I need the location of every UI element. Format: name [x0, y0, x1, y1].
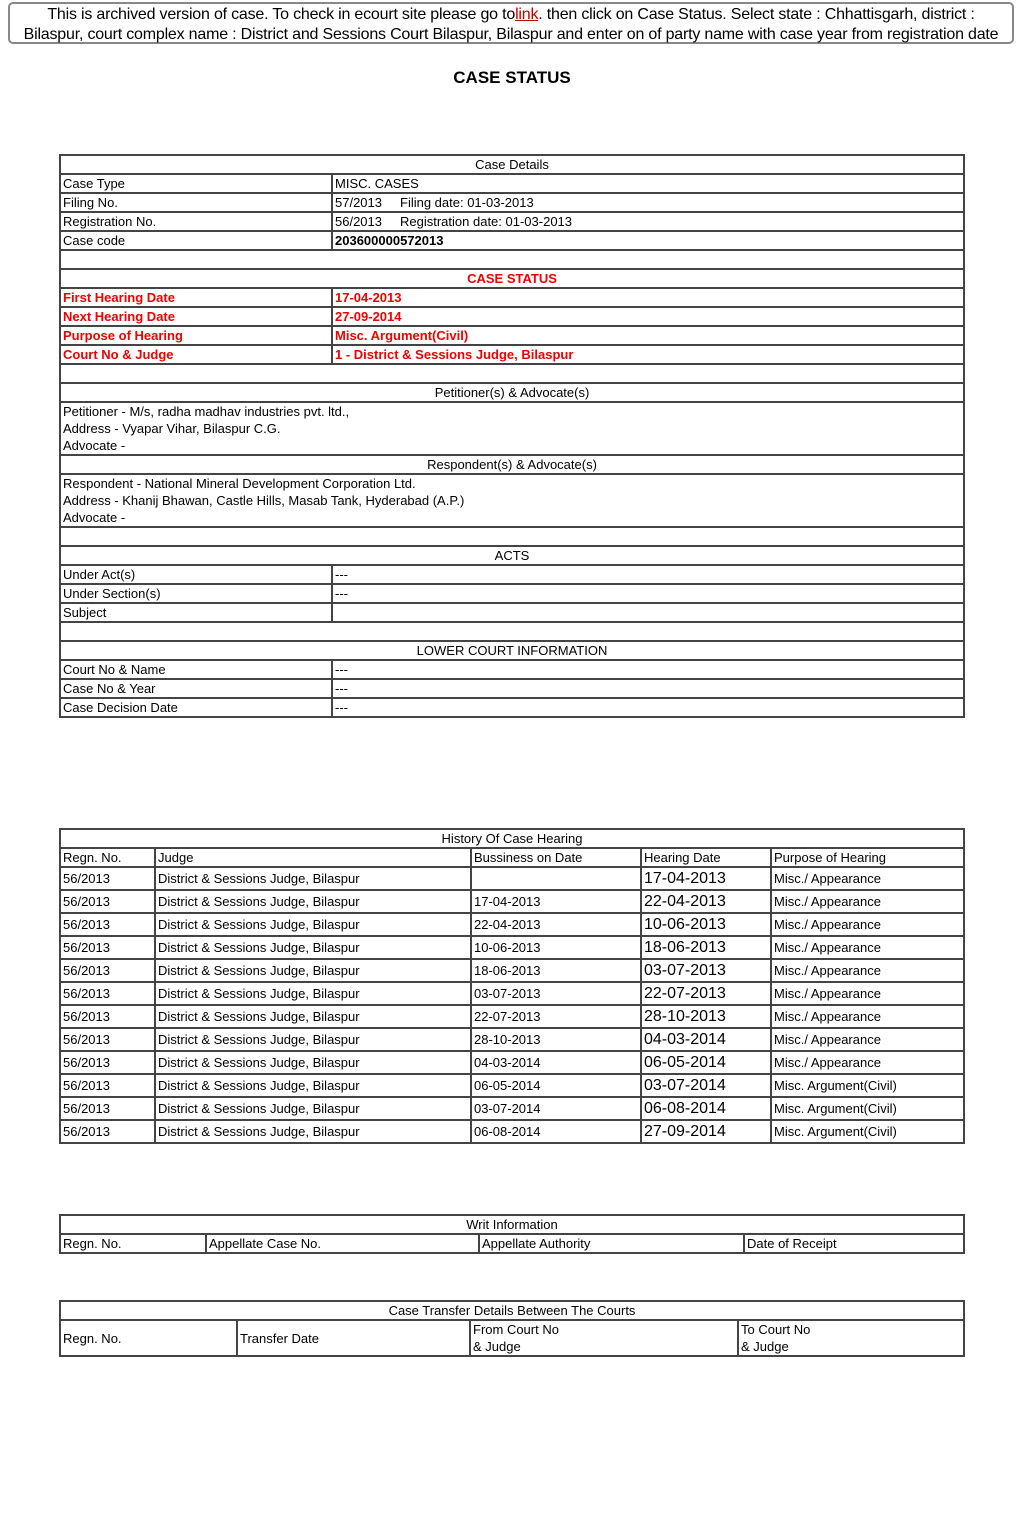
table-row — [60, 1074, 964, 1097]
transfer-col-regn-no: Regn. No. — [60, 1320, 237, 1356]
history-cell-judge: District & Sessions Judge, Bilaspur — [155, 1005, 471, 1028]
notice-text: This is archived version of case. To check in ecourt site please go to — [47, 6, 516, 23]
history-cell-hearing-date: 10-06-2013 — [641, 913, 771, 936]
hearing-history-table — [59, 828, 965, 1144]
table-row — [60, 584, 964, 603]
writ-col-appellate-authority: Appellate Authority — [479, 1234, 744, 1253]
filing-no-value: 57/2013 — [335, 195, 382, 210]
history-cell-hearing-date: 22-07-2013 — [641, 982, 771, 1005]
history-cell-purpose: Misc./ Appearance — [771, 936, 964, 959]
history-cell-judge: District & Sessions Judge, Bilaspur — [155, 1097, 471, 1120]
history-cell-purpose: Misc./ Appearance — [771, 1005, 964, 1028]
table-row — [60, 212, 964, 231]
table-row — [60, 1097, 964, 1120]
writ-info-table — [59, 1214, 965, 1254]
history-cell-hearing-date: 06-05-2014 — [641, 1051, 771, 1074]
case-details-header: Case Details — [60, 155, 964, 174]
under-act-value: --- — [332, 565, 964, 584]
history-cell-hearing-date: 06-08-2014 — [641, 1097, 771, 1120]
table-row — [60, 936, 964, 959]
history-cell-judge: District & Sessions Judge, Bilaspur — [155, 1028, 471, 1051]
table-row — [60, 698, 964, 717]
filing-no-label: Filing No. — [60, 193, 332, 212]
table-row — [60, 959, 964, 982]
history-cell-judge: District & Sessions Judge, Bilaspur — [155, 867, 471, 890]
table-row — [60, 345, 964, 364]
writ-col-appellate-case: Appellate Case No. — [206, 1234, 479, 1253]
purpose-label: Purpose of Hearing — [60, 326, 332, 345]
col-regn-no: Regn. No. — [60, 848, 155, 867]
notice-text-after: . then click on Case Status. Select state : Chhattisgarh, district : — [538, 6, 975, 23]
table-row — [60, 660, 964, 679]
court-judge-label: Court No & Judge — [60, 345, 332, 364]
history-cell-hearing-date: 03-07-2013 — [641, 959, 771, 982]
history-cell-judge: District & Sessions Judge, Bilaspur — [155, 1051, 471, 1074]
respondent-name: Respondent - National Mineral Development Corporation Ltd. — [63, 476, 416, 491]
writ-header: Writ Information — [60, 1215, 964, 1234]
table-row — [60, 565, 964, 584]
table-row — [60, 982, 964, 1005]
history-cell-purpose: Misc./ Appearance — [771, 867, 964, 890]
table-row — [60, 1005, 964, 1028]
history-cell-regn-no: 56/2013 — [60, 867, 155, 890]
from-court-line1: From Court No — [473, 1322, 559, 1337]
lower-case-value: --- — [332, 679, 964, 698]
table-row — [60, 307, 964, 326]
archive-notice — [8, 2, 1014, 44]
respondent-details — [60, 474, 964, 527]
history-cell-regn-no: 56/2013 — [60, 1097, 155, 1120]
under-section-label: Under Section(s) — [60, 584, 332, 603]
from-court-line2: & Judge — [473, 1339, 521, 1354]
col-hearing-date: Hearing Date — [641, 848, 771, 867]
transfer-col-date: Transfer Date — [237, 1320, 470, 1356]
history-cell-regn-no: 56/2013 — [60, 936, 155, 959]
history-cell-purpose: Misc./ Appearance — [771, 1028, 964, 1051]
history-cell-hearing-date: 27-09-2014 — [641, 1120, 771, 1143]
history-cell-business-date: 10-06-2013 — [471, 936, 641, 959]
lower-court-header: LOWER COURT INFORMATION — [60, 641, 964, 660]
case-code-value: 203600000572013 — [332, 231, 964, 250]
history-cell-business-date: 04-03-2014 — [471, 1051, 641, 1074]
history-cell-regn-no: 56/2013 — [60, 1051, 155, 1074]
history-cell-hearing-date: 04-03-2014 — [641, 1028, 771, 1051]
history-cell-judge: District & Sessions Judge, Bilaspur — [155, 982, 471, 1005]
acts-header: ACTS — [60, 546, 964, 565]
col-purpose: Purpose of Hearing — [771, 848, 964, 867]
transfer-header: Case Transfer Details Between The Courts — [60, 1301, 964, 1320]
history-cell-judge: District & Sessions Judge, Bilaspur — [155, 959, 471, 982]
page-title: CASE STATUS — [453, 68, 571, 87]
registration-no-label: Registration No. — [60, 212, 332, 231]
history-cell-regn-no: 56/2013 — [60, 1074, 155, 1097]
ecourt-link[interactable]: link — [515, 6, 539, 23]
next-hearing-label: Next Hearing Date — [60, 307, 332, 326]
petitioner-details — [60, 402, 964, 455]
subject-value — [332, 603, 964, 622]
history-column-headers — [60, 848, 964, 867]
history-cell-hearing-date: 18-06-2013 — [641, 936, 771, 959]
history-cell-business-date: 22-04-2013 — [471, 913, 641, 936]
decision-date-label: Case Decision Date — [60, 698, 332, 717]
respondent-header: Respondent(s) & Advocate(s) — [60, 455, 964, 474]
history-cell-regn-no: 56/2013 — [60, 959, 155, 982]
history-cell-purpose: Misc./ Appearance — [771, 890, 964, 913]
history-cell-business-date — [471, 867, 641, 890]
table-row — [60, 231, 964, 250]
case-transfer-table — [59, 1300, 965, 1357]
history-cell-business-date: 06-05-2014 — [471, 1074, 641, 1097]
purpose-value: Misc. Argument(Civil) — [332, 326, 964, 345]
registration-date-value: Registration date: 01-03-2013 — [400, 214, 573, 229]
history-cell-regn-no: 56/2013 — [60, 890, 155, 913]
registration-no-value: 56/2013 — [335, 214, 382, 229]
case-details-table — [59, 154, 965, 718]
petitioner-name: Petitioner - M/s, radha madhav industries pvt. ltd., — [63, 404, 350, 419]
history-cell-business-date: 17-04-2013 — [471, 890, 641, 913]
lower-case-label: Case No & Year — [60, 679, 332, 698]
under-act-label: Under Act(s) — [60, 565, 332, 584]
table-row — [60, 867, 964, 890]
history-cell-regn-no: 56/2013 — [60, 1120, 155, 1143]
history-cell-purpose: Misc. Argument(Civil) — [771, 1097, 964, 1120]
respondent-address: Address - Khanij Bhawan, Castle Hills, Masab Tank, Hyderabad (A.P.) — [63, 493, 465, 508]
court-judge-value: 1 - District & Sessions Judge, Bilaspur — [332, 345, 964, 364]
history-header: History Of Case Hearing — [60, 829, 964, 848]
case-code-label: Case code — [60, 231, 332, 250]
history-cell-regn-no: 56/2013 — [60, 1028, 155, 1051]
writ-col-date-receipt: Date of Receipt — [744, 1234, 964, 1253]
history-cell-judge: District & Sessions Judge, Bilaspur — [155, 936, 471, 959]
table-row — [60, 913, 964, 936]
history-cell-regn-no: 56/2013 — [60, 913, 155, 936]
history-cell-purpose: Misc./ Appearance — [771, 959, 964, 982]
table-row — [60, 1120, 964, 1143]
lower-court-label: Court No & Name — [60, 660, 332, 679]
history-cell-regn-no: 56/2013 — [60, 1005, 155, 1028]
spacer-row — [60, 622, 964, 641]
table-row — [60, 890, 964, 913]
table-row — [60, 326, 964, 345]
spacer-row — [60, 250, 964, 269]
history-cell-purpose: Misc./ Appearance — [771, 1051, 964, 1074]
history-cell-judge: District & Sessions Judge, Bilaspur — [155, 913, 471, 936]
col-business-date: Bussiness on Date — [471, 848, 641, 867]
first-hearing-value: 17-04-2013 — [332, 288, 964, 307]
history-cell-purpose: Misc. Argument(Civil) — [771, 1074, 964, 1097]
petitioner-address: Address - Vyapar Vihar, Bilaspur C.G. — [63, 421, 281, 436]
table-row — [60, 193, 964, 212]
history-cell-judge: District & Sessions Judge, Bilaspur — [155, 890, 471, 913]
under-section-value: --- — [332, 584, 964, 603]
writ-col-regn-no: Regn. No. — [60, 1234, 206, 1253]
next-hearing-value: 27-09-2014 — [332, 307, 964, 326]
case-type-value: MISC. CASES — [332, 174, 964, 193]
petitioner-advocate: Advocate - — [63, 438, 126, 453]
history-cell-hearing-date: 28-10-2013 — [641, 1005, 771, 1028]
table-row — [60, 679, 964, 698]
history-cell-purpose: Misc. Argument(Civil) — [771, 1120, 964, 1143]
subject-label: Subject — [60, 603, 332, 622]
table-row — [60, 288, 964, 307]
to-court-line2: & Judge — [741, 1339, 789, 1354]
respondent-advocate: Advocate - — [63, 510, 126, 525]
petitioner-header: Petitioner(s) & Advocate(s) — [60, 383, 964, 402]
history-cell-business-date: 22-07-2013 — [471, 1005, 641, 1028]
history-cell-hearing-date: 03-07-2014 — [641, 1074, 771, 1097]
history-cell-judge: District & Sessions Judge, Bilaspur — [155, 1074, 471, 1097]
history-cell-regn-no: 56/2013 — [60, 982, 155, 1005]
case-status-header: CASE STATUS — [60, 269, 964, 288]
spacer-row — [60, 527, 964, 546]
transfer-col-to-court — [738, 1320, 964, 1356]
history-cell-purpose: Misc./ Appearance — [771, 982, 964, 1005]
lower-court-value: --- — [332, 660, 964, 679]
table-row — [60, 174, 964, 193]
spacer-row — [60, 364, 964, 383]
first-hearing-label: First Hearing Date — [60, 288, 332, 307]
history-cell-hearing-date: 22-04-2013 — [641, 890, 771, 913]
filing-date-value: Filing date: 01-03-2013 — [400, 195, 534, 210]
history-cell-business-date: 18-06-2013 — [471, 959, 641, 982]
history-cell-business-date: 03-07-2014 — [471, 1097, 641, 1120]
history-cell-business-date: 28-10-2013 — [471, 1028, 641, 1051]
col-judge: Judge — [155, 848, 471, 867]
table-row — [60, 1051, 964, 1074]
table-row — [60, 1028, 964, 1051]
notice-text-line2: Bilaspur, court complex name : District and Sessions Court Bilaspur, Bilaspur and enter on of party name with case year from registration date — [23, 26, 999, 43]
history-cell-purpose: Misc./ Appearance — [771, 913, 964, 936]
to-court-line1: To Court No — [741, 1322, 811, 1337]
table-row — [60, 603, 964, 622]
transfer-col-from-court — [470, 1320, 738, 1356]
case-type-label: Case Type — [60, 174, 332, 193]
history-cell-business-date: 06-08-2014 — [471, 1120, 641, 1143]
history-cell-hearing-date: 17-04-2013 — [641, 867, 771, 890]
history-cell-judge: District & Sessions Judge, Bilaspur — [155, 1120, 471, 1143]
history-cell-business-date: 03-07-2013 — [471, 982, 641, 1005]
decision-date-value: --- — [332, 698, 964, 717]
